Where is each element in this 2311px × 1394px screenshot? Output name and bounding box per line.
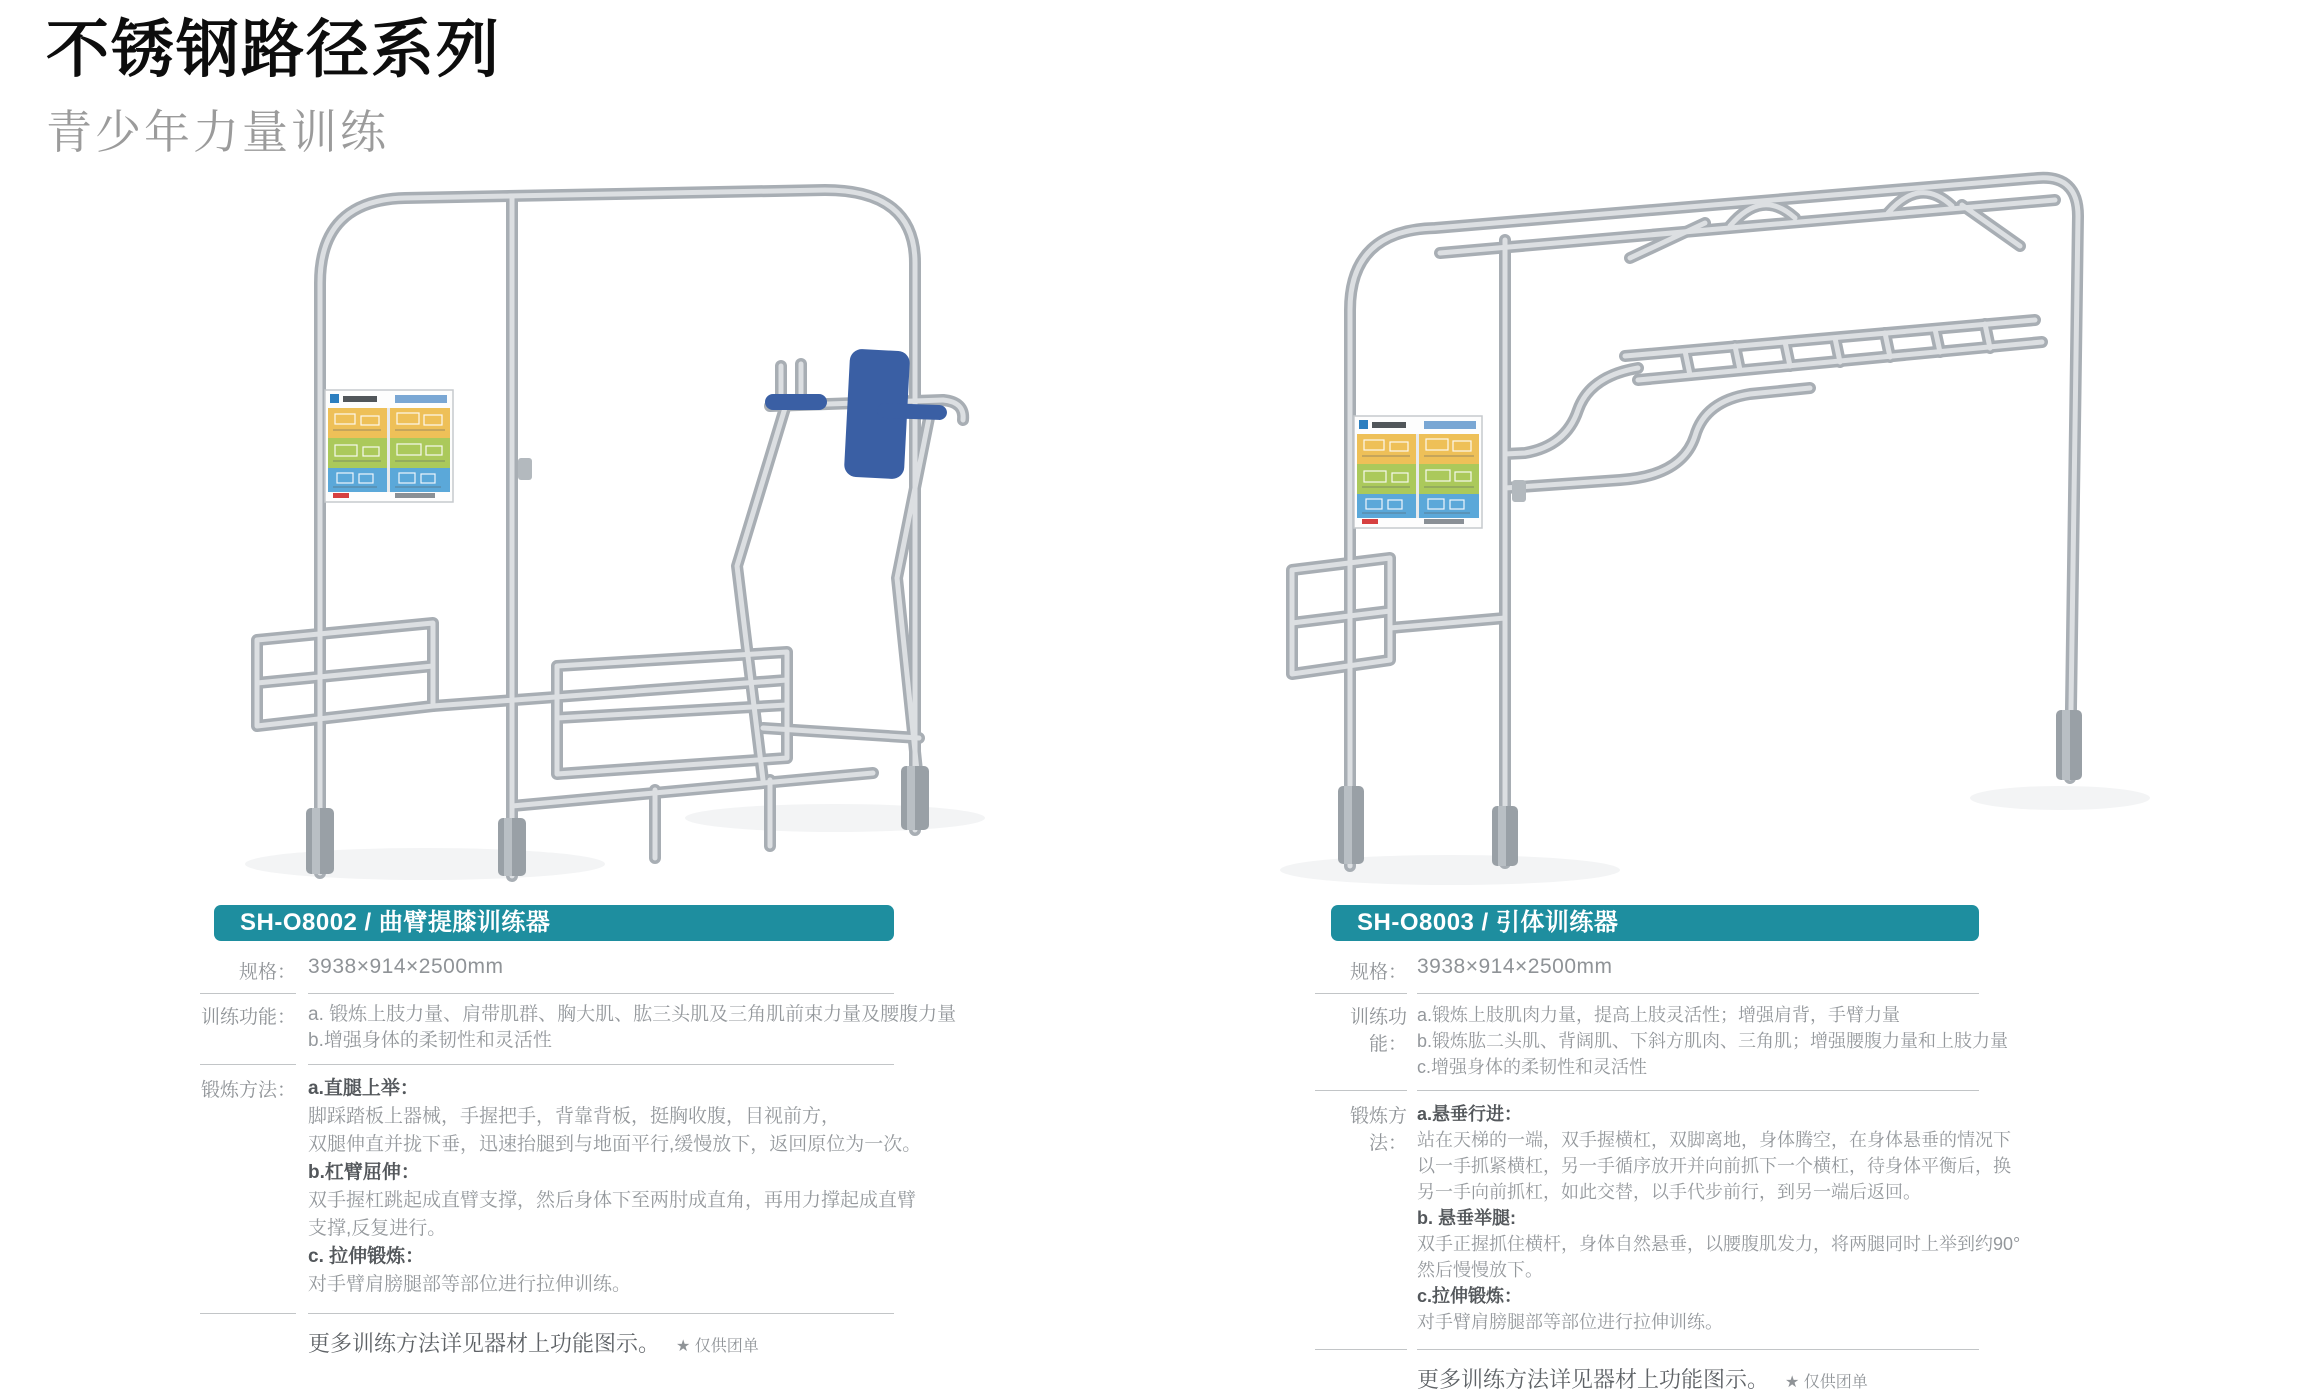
armrest-pad [877, 403, 947, 420]
function-text: a.锻炼上肢肌肉力量，提高上肢灵活性；增强肩背，手臂力量 b.锻炼肱二头肌、背阔肌、下斜方肌肉、三角肌；增强腰腹力量和上肢力量 c.增强身体的柔韧性和灵活性 [1417, 994, 1979, 1091]
spec-value: 3938×914×2500mm [1417, 955, 1979, 994]
instruction-panel [325, 390, 453, 502]
spec-label: 规格： [200, 955, 296, 994]
product-photo-sh-o8002 [225, 158, 965, 895]
product-card-sh-o8002 [200, 905, 957, 1358]
ground-shadow [1970, 786, 2150, 810]
footer-spacer [200, 1314, 296, 1358]
ground-shadow [685, 804, 985, 832]
spec-value: 3938×914×2500mm [308, 955, 894, 994]
method-text: a.直腿上举： 脚踩踏板上器械，手握把手，背靠背板，挺胸收腹，目视前方， 双腿伸直并拢下垂，迅速抬腿到与地面平行,缓慢放下，返回原位为一次。 b.杠臂屈伸： 双手握杠跳起成直臂支撑，然后身体下至两肘成直角，再用力撑起成直臂 支撑,反复进行。 c. 拉伸锻炼： 对手臂肩膀腿部等部位进行拉伸训练。 [308, 1065, 894, 1314]
product-photo-sh-o8003 [1290, 158, 2105, 895]
footer-note: 更多训练方法详见器材上功能图示。 ★ 仅供团单 [308, 1331, 759, 1356]
method-label: 锻炼方法： [1315, 1091, 1407, 1350]
model-title-bar: SH-O8003 / 引体训练器 [1331, 905, 1979, 941]
post-base-collars [1338, 710, 2082, 866]
function-label: 训练功能： [200, 994, 296, 1065]
function-text: a. 锻炼上肢力量、肩带肌群、胸大肌、肱三头肌及三角肌前束力量及腰腹力量 b.增强身体的柔韧性和灵活性 [308, 994, 894, 1065]
armrest-pad [765, 394, 827, 410]
method-text: a.悬垂行进： 站在天梯的一端，双手握横杠，双脚离地，身体腾空，在身体悬垂的情况下 以一手抓紧横杠，另一手循序放开并向前抓下一个横杠，待身体平衡后，换 另一手向前抓杠，如此交替，以手代步前行，到另一端后返回。 b. 悬垂举腿: 双手正握抓住横杆，身体自然悬垂，以腰腹肌发力，将两腿同时上举到约90° 然后慢慢放下。 c.拉伸锻炼： 对手臂肩膀腿部等部位进行拉伸训练。 [1417, 1091, 1979, 1350]
page-subtitle: 青少年力量训练 [46, 106, 389, 159]
team-order-note: ★ 仅供团单 [676, 1338, 759, 1355]
product-card-sh-o8003 [1315, 905, 2021, 1394]
instruction-panel [1354, 416, 1482, 528]
panel-clamp [518, 458, 532, 480]
method-label: 锻炼方法： [200, 1065, 296, 1314]
team-order-note: ★ 仅供团单 [1785, 1374, 1868, 1391]
model-title-bar: SH-O8002 / 曲臂提膝训练器 [214, 905, 894, 941]
spec-label: 规格： [1315, 955, 1407, 994]
ground-shadow [1280, 855, 1620, 885]
page-header [46, 14, 501, 162]
ground-shadow [245, 848, 605, 880]
footer-spacer [1315, 1350, 1407, 1394]
footer-note: 更多训练方法详见器材上功能图示。 ★ 仅供团单 [1417, 1367, 1868, 1392]
page-title: 不锈钢路径系列 [46, 15, 501, 85]
panel-clamp [1512, 480, 1526, 502]
function-label: 训练功能： [1315, 994, 1407, 1091]
